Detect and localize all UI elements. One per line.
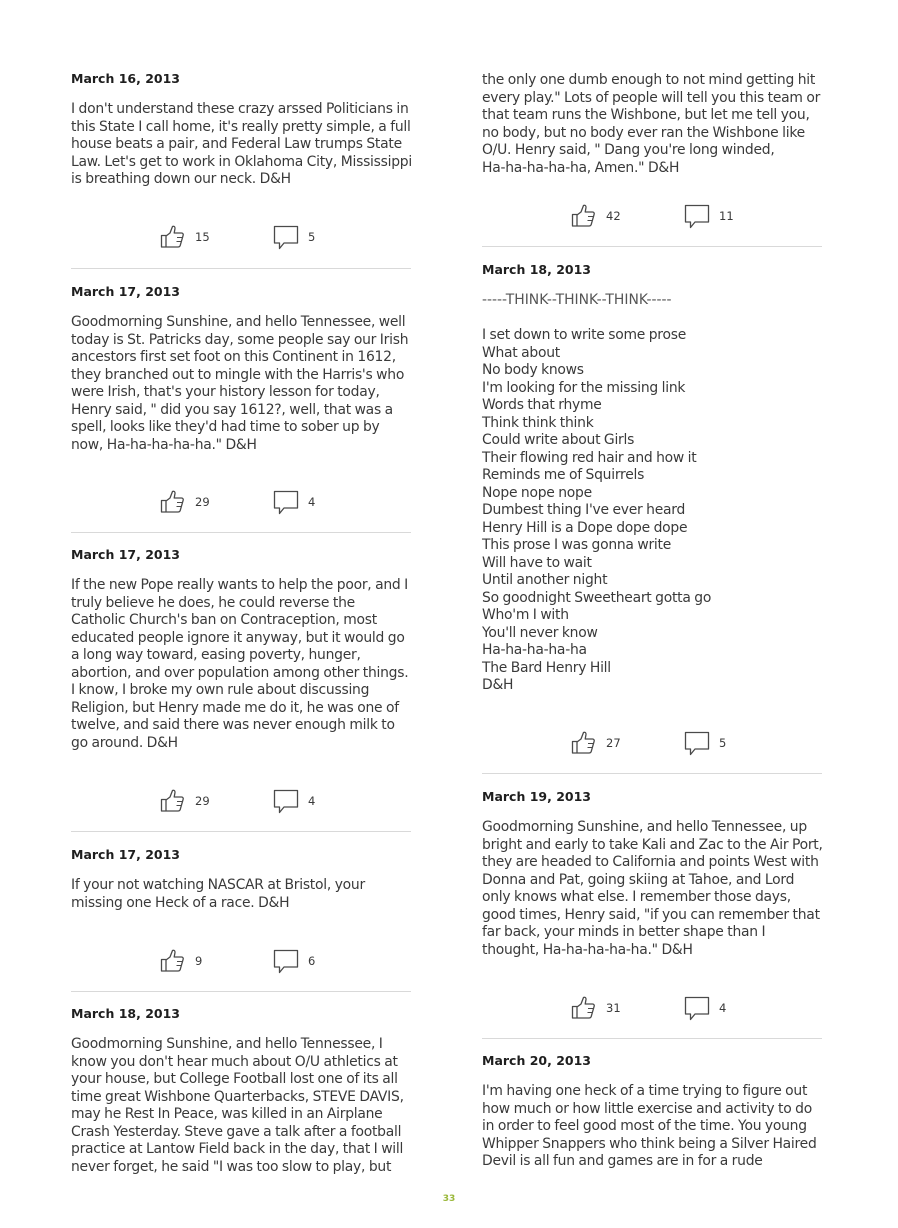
entry-text: Goodmorning Sunshine, and hello Tennessee, I know you don't hear much about O/U athletics at your house, but College Football lost one of its all time great Wishbone Quarterbacks, STEVE DAVIS, may he Rest In Peace, was killed in an Airplane Crash Yesterday. Steve gave a talk after a football practice at Lantow Field back in the day, that I will never forget, he said "I was too slow to play, but bbox=[71, 1036, 404, 1175]
like-count: 15 bbox=[195, 230, 210, 244]
entry-text: Goodmorning Sunshine, and hello Tennessee, well today is St. Patricks day, some people say our Irish ancestors first set foot on this Continent in 1612, they branched out to mingle with the Harris's who were Irish, that's your history lesson for today, Henry said, " did you say 1612?, well, that was a spell, looks like they'd had time to sober up by now, Ha-ha-ha-ha-ha." D&H bbox=[71, 314, 409, 453]
comment-count: 5 bbox=[719, 736, 727, 750]
comment-count: 4 bbox=[719, 1001, 727, 1015]
poem-title: -----THINK--THINK--THINK----- bbox=[482, 292, 672, 308]
entry-actions bbox=[482, 994, 822, 1024]
poem-text: I set down to write some prose What about No body knows I'm looking for the missing link Words that rhyme Think think think Could write about Girls Their flowing red hair and how it Reminds me of Squirrels Nope nope nope Dumbest thing I've ever heard Henry Hill is a Dope dope dope This prose I was gonna write Will have to wait Until another night So goodnight Sweetheart gotta go Who'm I with You'll never know Ha-ha-ha-ha-ha The Bard Henry Hill D&H bbox=[482, 327, 712, 693]
like-count: 29 bbox=[195, 495, 210, 509]
entry-divider bbox=[482, 246, 822, 247]
like-count: 27 bbox=[606, 736, 621, 750]
entry-text-continued: the only one dumb enough to not mind getting hit every play." Lots of people will tell you this team or that team runs the Wishbone, but let me tell you, no body, but no body ever ran the Wishbone like O/U. Henry said, " Dang you're long winded, Ha-ha-ha-ha-ha, Amen." D&H bbox=[482, 72, 821, 176]
thumbs-up-icon[interactable] bbox=[159, 488, 185, 514]
comment-bubble-icon[interactable] bbox=[273, 788, 299, 814]
comment-count: 6 bbox=[308, 954, 316, 968]
entry-divider bbox=[482, 1038, 822, 1039]
entry-divider bbox=[71, 532, 411, 533]
thumbs-up-icon[interactable] bbox=[159, 947, 185, 973]
entry-actions bbox=[482, 202, 822, 232]
like-count: 31 bbox=[606, 1001, 621, 1015]
entry-actions bbox=[71, 947, 411, 977]
entry-text: Goodmorning Sunshine, and hello Tennessee, up bright and early to take Kali and Zac to the Air Port, they are headed to California and points West with Donna and Pat, going skiing at Tahoe, and Lord only knows what else. I remember those days, good times, Henry said, "if you can remember that far back, your minds in better shape than I thought, Ha-ha-ha-ha-ha." D&H bbox=[482, 819, 823, 958]
entry-text: If the new Pope really wants to help the poor, and I truly believe he does, he could reverse the Catholic Church's ban on Contraception, most educated people ignore it anyway, but it would go a long way toward, easing poverty, hunger, abortion, and over population among other things. I know, I broke my own rule about discussing Religion, but Henry made me do it, he was one of twelve, and said there was never enough milk to go around. D&H bbox=[71, 577, 409, 751]
entry-date: March 17, 2013 bbox=[71, 547, 180, 562]
comment-count: 5 bbox=[308, 230, 316, 244]
entry-divider bbox=[482, 773, 822, 774]
thumbs-up-icon[interactable] bbox=[159, 787, 185, 813]
entry-actions bbox=[71, 787, 411, 817]
entry-date: March 16, 2013 bbox=[71, 71, 180, 86]
comment-count: 4 bbox=[308, 495, 316, 509]
page-number: 33 bbox=[442, 1194, 456, 1204]
thumbs-up-icon[interactable] bbox=[570, 202, 596, 228]
like-count: 29 bbox=[195, 794, 210, 808]
entry-text: If your not watching NASCAR at Bristol, your missing one Heck of a race. D&H bbox=[71, 877, 365, 911]
thumbs-up-icon[interactable] bbox=[570, 729, 596, 755]
comment-count: 4 bbox=[308, 794, 316, 808]
comment-bubble-icon[interactable] bbox=[273, 489, 299, 515]
thumbs-up-icon[interactable] bbox=[159, 223, 185, 249]
like-count: 42 bbox=[606, 209, 621, 223]
entry-divider bbox=[71, 991, 411, 992]
entry-date: March 18, 2013 bbox=[482, 262, 591, 277]
entry-date: March 18, 2013 bbox=[71, 1006, 180, 1021]
comment-bubble-icon[interactable] bbox=[684, 995, 710, 1021]
thumbs-up-icon[interactable] bbox=[570, 994, 596, 1020]
entry-actions bbox=[71, 223, 411, 253]
entry-actions bbox=[482, 729, 822, 759]
entry-date: March 20, 2013 bbox=[482, 1053, 591, 1068]
comment-bubble-icon[interactable] bbox=[684, 203, 710, 229]
like-count: 9 bbox=[195, 954, 203, 968]
entry-date: March 17, 2013 bbox=[71, 284, 180, 299]
entry-date: March 17, 2013 bbox=[71, 847, 180, 862]
entry-actions bbox=[71, 488, 411, 518]
comment-bubble-icon[interactable] bbox=[273, 948, 299, 974]
entry-date: March 19, 2013 bbox=[482, 789, 591, 804]
comment-bubble-icon[interactable] bbox=[273, 224, 299, 250]
entry-text: I don't understand these crazy arssed Politicians in this State I call home, it's really pretty simple, a full house beats a pair, and Federal Law trumps State Law. Let's get to work in Oklahoma City, Mississippi is breathing down our neck. D&H bbox=[71, 101, 412, 187]
comment-bubble-icon[interactable] bbox=[684, 730, 710, 756]
entry-divider bbox=[71, 831, 411, 832]
comment-count: 11 bbox=[719, 209, 734, 223]
entry-divider bbox=[71, 268, 411, 269]
entry-text: I'm having one heck of a time trying to figure out how much or how little exercise and activity to do in order to feel good most of the time. You young Whipper Snappers who think being a Silver Haired Devil is all fun and games are in for a rude bbox=[482, 1083, 817, 1169]
